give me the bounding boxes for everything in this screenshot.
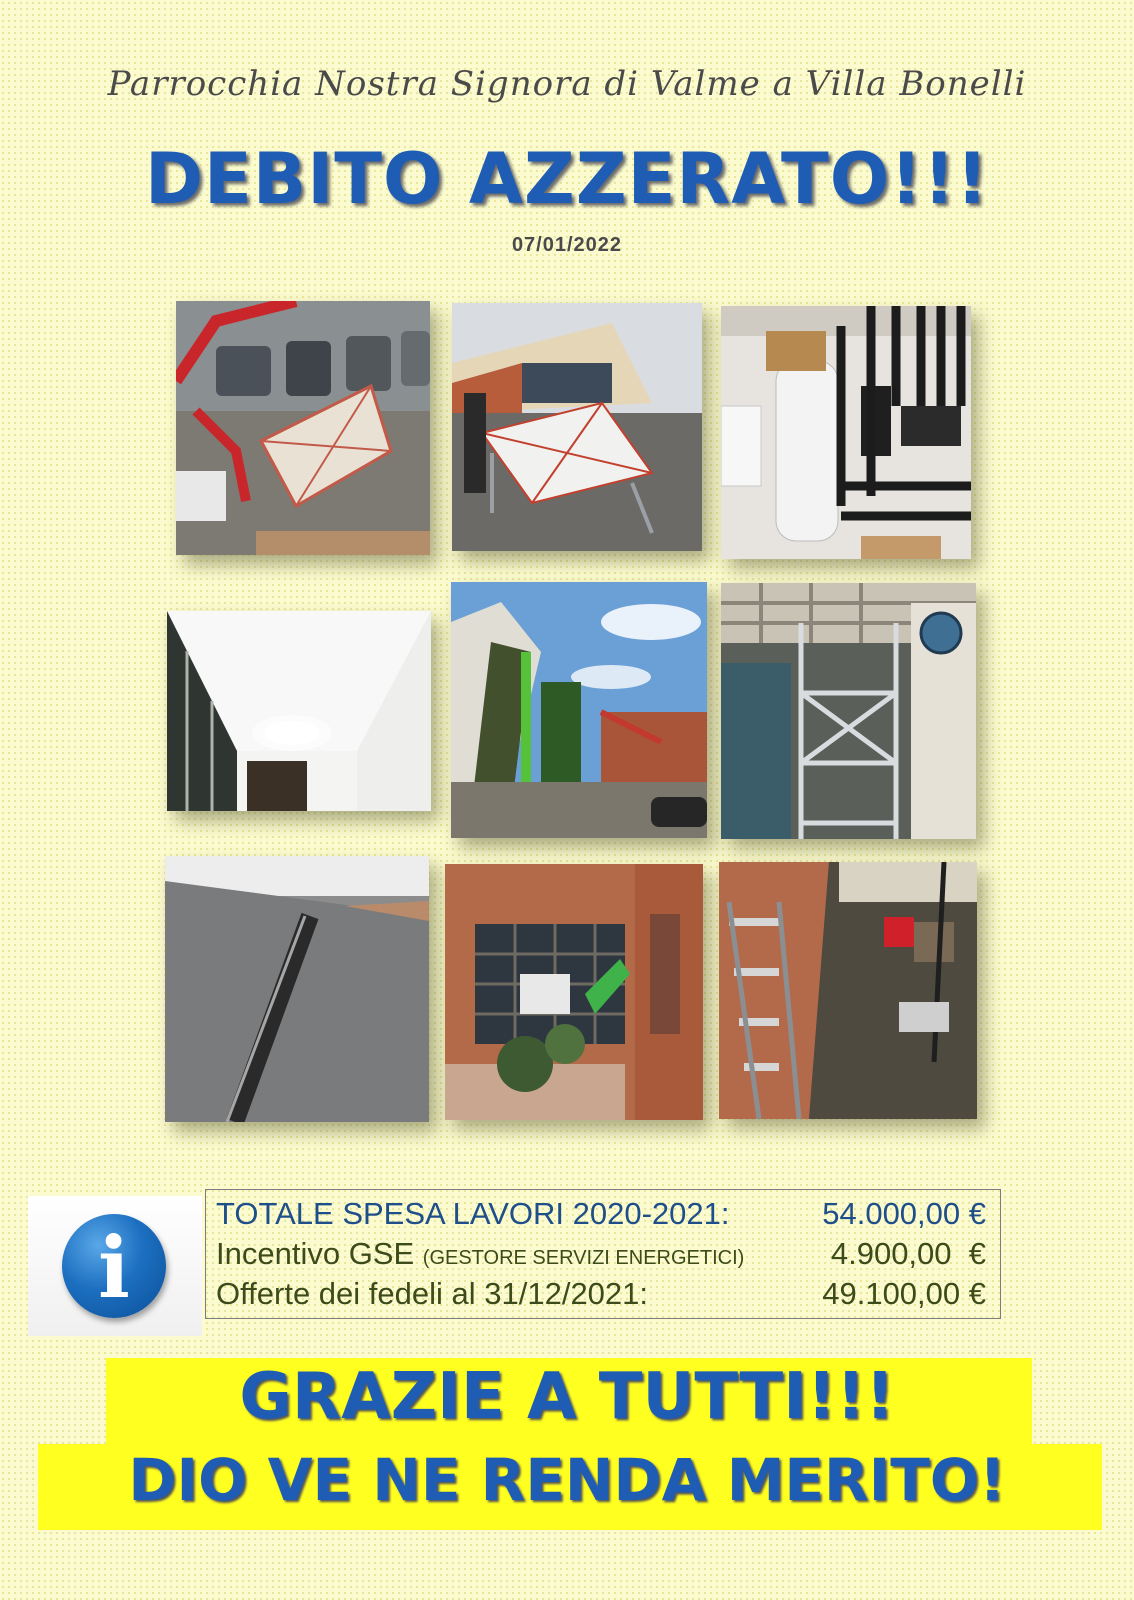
summary-amount-offerings: 49.100,00 €: [822, 1276, 986, 1311]
photo-boiler-room: [721, 306, 971, 559]
info-panel: [28, 1196, 202, 1336]
photo-scaffolding: [721, 583, 976, 839]
summary-label-offerings: Offerte dei fedeli al 31/12/2021:: [216, 1276, 649, 1311]
date: 07/01/2022: [511, 234, 623, 256]
photo-solar-panels: [452, 303, 702, 551]
summary-amount-total: 54.000,00 €: [822, 1196, 986, 1231]
thanks-line-1: GRAZIE A TUTTI!!!: [239, 1360, 895, 1434]
photo-yard-ladders: [719, 862, 977, 1119]
parish-name: Parrocchia Nostra Signora di Valme a Villa Bonelli: [107, 64, 1027, 104]
summary-note-incentive: (GESTORE SERVIZI ENERGETICI): [422, 1247, 745, 1269]
info-icon: [62, 1214, 166, 1318]
cost-summary-box: [205, 1189, 1001, 1319]
summary-row-incentive: [216, 1236, 986, 1274]
headline: DEBITO AZZERATO!!!: [144, 138, 990, 220]
summary-label-incentive: Incentivo GSE (GESTORE SERVIZI ENERGETICI): [216, 1236, 745, 1271]
summary-row-total: [216, 1196, 986, 1234]
thanks-line-2: DIO VE NE RENDA MERITO!: [128, 1446, 1006, 1514]
summary-amount-incentive: 4.900,00 €: [830, 1236, 986, 1271]
photo-courtyard: [445, 864, 703, 1120]
photo-crane-panel: [176, 301, 430, 555]
summary-row-offerings: [216, 1276, 986, 1314]
photo-roof: [165, 856, 429, 1122]
info-icon-glyph: i: [98, 1218, 130, 1317]
photo-corridor: [167, 611, 431, 811]
summary-label-total: TOTALE SPESA LAVORI 2020-2021:: [216, 1196, 730, 1231]
photo-church-exterior: [451, 582, 707, 838]
